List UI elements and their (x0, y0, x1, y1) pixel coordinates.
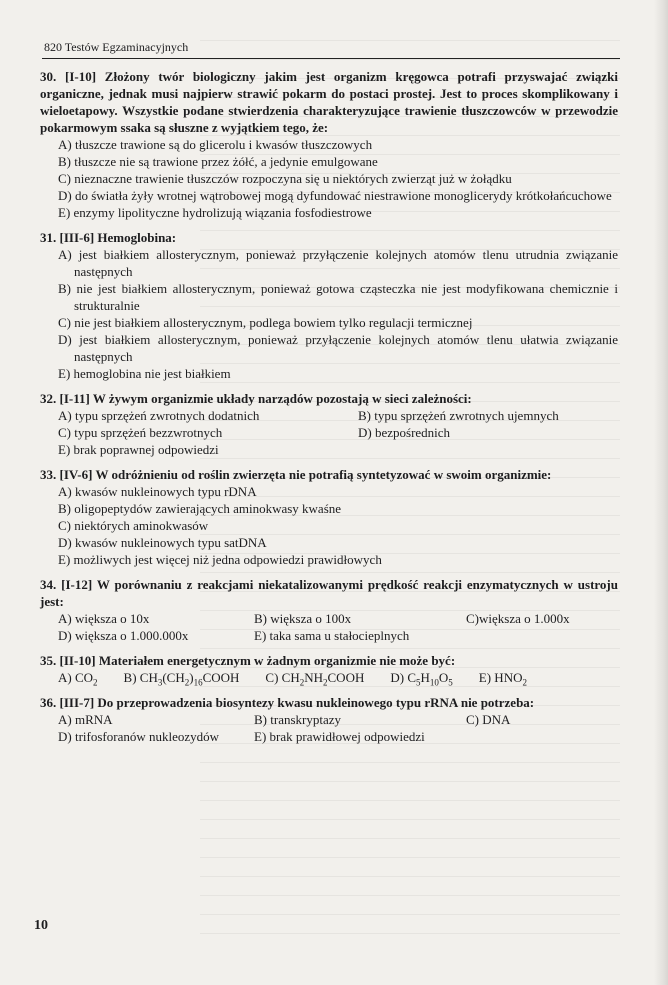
page-number: 10 (34, 918, 48, 933)
answer-option-e[interactable]: E) brak poprawnej odpowiedzi (58, 442, 219, 457)
question-30 (40, 68, 618, 221)
answer-option-b[interactable]: B) typu sprzężeń zwrotnych ujemnych (358, 408, 559, 423)
question-35 (40, 652, 618, 686)
answer-option-a[interactable]: A) jest białkiem allosterycznym, ponieważ przyłączenie kolejnych atomów tlenu utrudnia związanie następnych (58, 247, 618, 279)
question-stem (40, 390, 618, 407)
answer-row (58, 424, 618, 441)
answer-option-d[interactable]: D) jest białkiem allosterycznym, ponieważ przyłączenie kolejnych atomów tlenu ułatwia związanie następnych (58, 332, 618, 364)
question-text: [IV-6] W odróżnieniu od roślin zwierzęta nie potrafią syntetyzować w swoim organizmie: (59, 467, 552, 482)
answer-option-e[interactable]: E) enzymy lipolityczne hydrolizują wiązania fosfodiestrowe (58, 205, 372, 220)
question-number: 35. (40, 653, 57, 668)
answer-options (58, 136, 618, 221)
question-stem (40, 466, 618, 483)
answer-option-e[interactable]: E) taka sama u stałocieplnych (254, 628, 410, 643)
question-number: 32. (40, 391, 57, 406)
answer-option-e[interactable]: E) hemoglobina nie jest białkiem (58, 366, 231, 381)
question-text: [III-7] Do przeprowadzenia biosyntezy kwasu nukleinowego typu rRNA nie potrzeba: (59, 695, 535, 710)
answer-option-e[interactable]: E) brak prawidłowej odpowiedzi (254, 729, 425, 744)
question-stem (40, 68, 618, 136)
answer-option-d[interactable]: D) bezpośrednich (358, 425, 451, 440)
answer-option-d[interactable]: D) trifosforanów nukleozydów (58, 729, 220, 744)
answer-option-a[interactable]: A) tłuszcze trawione są do glicerolu i kwasów tłuszczowych (58, 137, 373, 152)
question-number: 31. (40, 230, 57, 245)
answer-option-c[interactable]: C) typu sprzężeń bezzwrotnych (58, 425, 223, 440)
header-rule (42, 58, 620, 59)
answer-option-b[interactable]: B) większa o 100x (254, 611, 352, 626)
answer-row (58, 407, 618, 424)
answer-options (58, 669, 618, 686)
question-number: 30. (40, 69, 57, 84)
answer-option-c[interactable]: C) nie jest białkiem allosterycznym, podlega bowiem tylko regulacji termicznej (58, 315, 473, 330)
answer-option-d[interactable]: D) kwasów nukleinowych typu satDNA (58, 535, 267, 550)
answer-option-a[interactable]: A) większa o 10x (58, 611, 150, 626)
answer-row (58, 669, 618, 686)
question-text: [I-11] W żywym organizmie układy narządów pozostają w sieci zależności: (59, 391, 472, 406)
answer-option-b[interactable]: B) oligopeptydów zawierających aminokwasy kwaśne (58, 501, 342, 516)
answer-options (58, 407, 618, 458)
question-33 (40, 466, 618, 568)
running-header: 820 Testów Egzaminacyjnych (44, 40, 189, 54)
question-stem (40, 576, 618, 610)
question-text: [II-10] Materiałem energetycznym w żadnym organizmie nie może być: (59, 653, 456, 668)
answer-option-c[interactable]: C) $CH_2NH_2COOH$ (265, 670, 365, 688)
answer-option-e[interactable]: E) możliwych jest więcej niż jedna odpowiedzi prawidłowych (58, 552, 382, 567)
answer-option-e[interactable]: E) $HNO_2$ (478, 670, 527, 688)
question-number: 36. (40, 695, 57, 710)
question-32 (40, 390, 618, 458)
answer-options (58, 246, 618, 382)
answer-option-d[interactable]: D) do światła żyły wrotnej wątrobowej mogą dyfundować niestrawione monoglicerydy krótkołańcuchowe (58, 188, 612, 203)
question-36 (40, 694, 618, 745)
question-number: 34. (40, 577, 57, 592)
question-text: [I-10] Złożony twór biologiczny jakim jest organizm kręgowca potrafi przyswajać związki organiczne, jednak musi najpierw strawić pokarm do postaci prostej. Jest to proces skomplikowany i wieloetapowy. Wszystkie podane stwierdzenia charakteryzujące trawienie tłuszczowców w przewodzie pokarmowym ssaka są słuszne z wyjątkiem tego, że: (40, 69, 618, 135)
question-number: 33. (40, 467, 57, 482)
answer-option-a[interactable]: A) typu sprzężeń zwrotnych dodatnich (58, 408, 260, 423)
answer-option-b[interactable]: B) nie jest białkiem allosterycznym, ponieważ gotowa cząsteczka nie jest modyfikowana chemicznie i strukturalnie (58, 281, 618, 313)
question-stem (40, 652, 618, 669)
question-34 (40, 576, 618, 644)
answer-option-a[interactable]: A) kwasów nukleinowych typu rDNA (58, 484, 257, 499)
answer-option-c[interactable]: C) nieznaczne trawienie tłuszczów rozpoczyna się u niektórych zwierząt już w żołądku (58, 171, 512, 186)
question-stem (40, 229, 618, 246)
page-spine-shadow (654, 0, 668, 985)
question-stem (40, 694, 618, 711)
answer-row (58, 711, 618, 728)
question-31 (40, 229, 618, 382)
answer-option-a[interactable]: A) $CO_2$ (58, 670, 98, 688)
answer-row (58, 610, 618, 627)
answer-row (58, 627, 618, 644)
answer-option-c[interactable]: C) DNA (466, 712, 511, 727)
answer-option-b[interactable]: B) $CH_3(CH_2)_{16}COOH$ (123, 670, 240, 688)
answer-option-b[interactable]: B) tłuszcze nie są trawione przez żółć, a jedynie emulgowane (58, 154, 378, 169)
answer-option-d[interactable]: D) większa o 1.000.000x (58, 628, 189, 643)
questions-list (40, 68, 618, 753)
answer-row (58, 728, 618, 745)
answer-option-a[interactable]: A) mRNA (58, 712, 113, 727)
answer-option-d[interactable]: D) $C_5H_{10}O_5$ (390, 670, 453, 688)
answer-options (58, 483, 618, 568)
answer-option-c[interactable]: C)większa o 1.000x (466, 611, 570, 626)
answer-option-c[interactable]: C) niektórych aminokwasów (58, 518, 209, 533)
question-text: [I-12] W porównaniu z reakcjami niekatalizowanymi prędkość reakcji enzymatycznych w ustroju jest: (40, 577, 618, 609)
question-text: [III-6] Hemoglobina: (59, 230, 177, 245)
answer-options (58, 711, 618, 745)
answer-option-b[interactable]: B) transkryptazy (254, 712, 342, 727)
answer-options (58, 610, 618, 644)
